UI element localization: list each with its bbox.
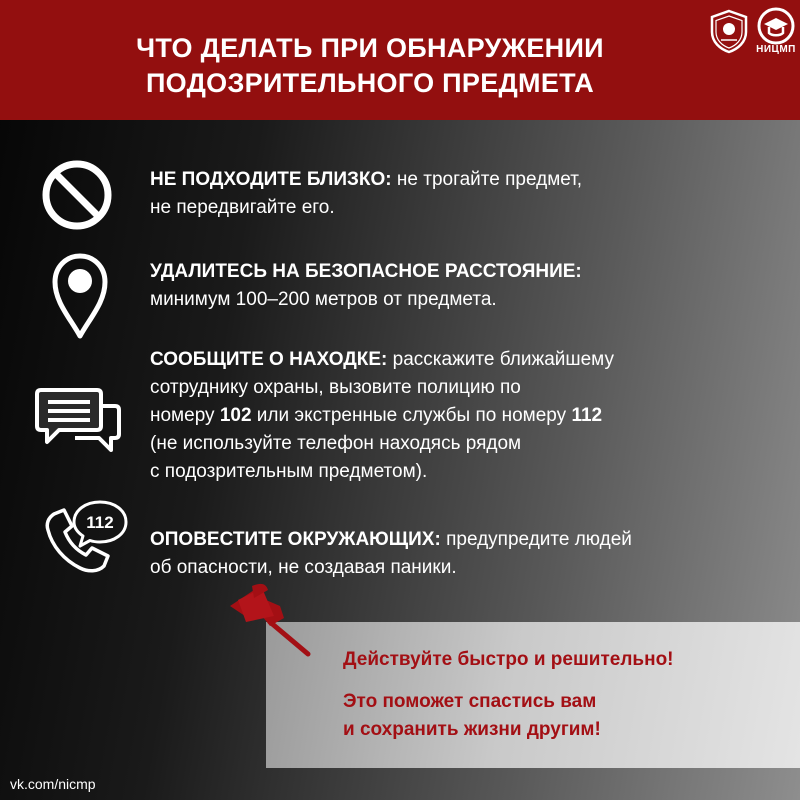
page-title: [90, 31, 650, 101]
location-pin-icon: [50, 252, 110, 340]
pushpin-icon: [222, 580, 318, 658]
emergency-number: 112: [571, 405, 603, 426]
item-text: не передвигайте его.: [150, 197, 335, 218]
item-heading: ОПОВЕСТИТЕ ОКРУЖАЮЩИХ:: [150, 529, 441, 550]
item-text: с подозрительным предметом).: [150, 461, 428, 482]
item-dont-approach: [150, 166, 770, 222]
no-entry-icon: [40, 158, 114, 232]
item-warn-others: [150, 526, 770, 582]
item-text: не трогайте предмет,: [391, 169, 583, 190]
item-text: минимум 100–200 метров от предмета.: [150, 289, 497, 310]
item-text: номеру: [150, 405, 220, 426]
title-line-2: ПОДОЗРИТЕЛЬНОГО ПРЕДМЕТА: [145, 68, 595, 98]
item-text: или экстренные службы по номеру: [251, 405, 572, 426]
item-heading: УДАЛИТЕСЬ НА БЕЗОПАСНОЕ РАССТОЯНИЕ:: [150, 261, 582, 282]
item-heading: СООБЩИТЕ О НАХОДКЕ:: [150, 349, 388, 370]
item-report-finding: [150, 346, 770, 486]
item-heading: НЕ ПОДХОДИТЕ БЛИЗКО:: [150, 169, 392, 190]
police-number: 102: [219, 405, 252, 426]
item-text: расскажите ближайшему: [387, 349, 614, 370]
item-text: (не используйте телефон находясь рядом: [150, 433, 522, 454]
item-text: предупредите людей: [440, 529, 632, 550]
item-text: сотруднику охраны, вызовите полицию по: [150, 377, 521, 398]
note-line-2: Это поможет спастись вам: [343, 691, 597, 712]
chat-bubbles-icon: [35, 384, 123, 462]
title-line-1: ЧТО ДЕЛАТЬ ПРИ ОБНАРУЖЕНИИ: [136, 33, 604, 63]
header-bar: [0, 0, 800, 120]
phone-icon-label: 112: [86, 513, 114, 532]
item-move-away: [150, 258, 770, 314]
shield-logo-icon: [706, 8, 752, 54]
logo-text: НИЦМП: [756, 44, 796, 55]
item-text: об опасности, не создавая паники.: [150, 557, 457, 578]
footer-link[interactable]: vk.com/nicmp: [10, 776, 96, 792]
note-line-1: Действуйте быстро и решительно!: [343, 649, 674, 670]
phone-112-icon: [40, 498, 132, 588]
note-line-3: и сохранить жизни другим!: [343, 719, 601, 740]
